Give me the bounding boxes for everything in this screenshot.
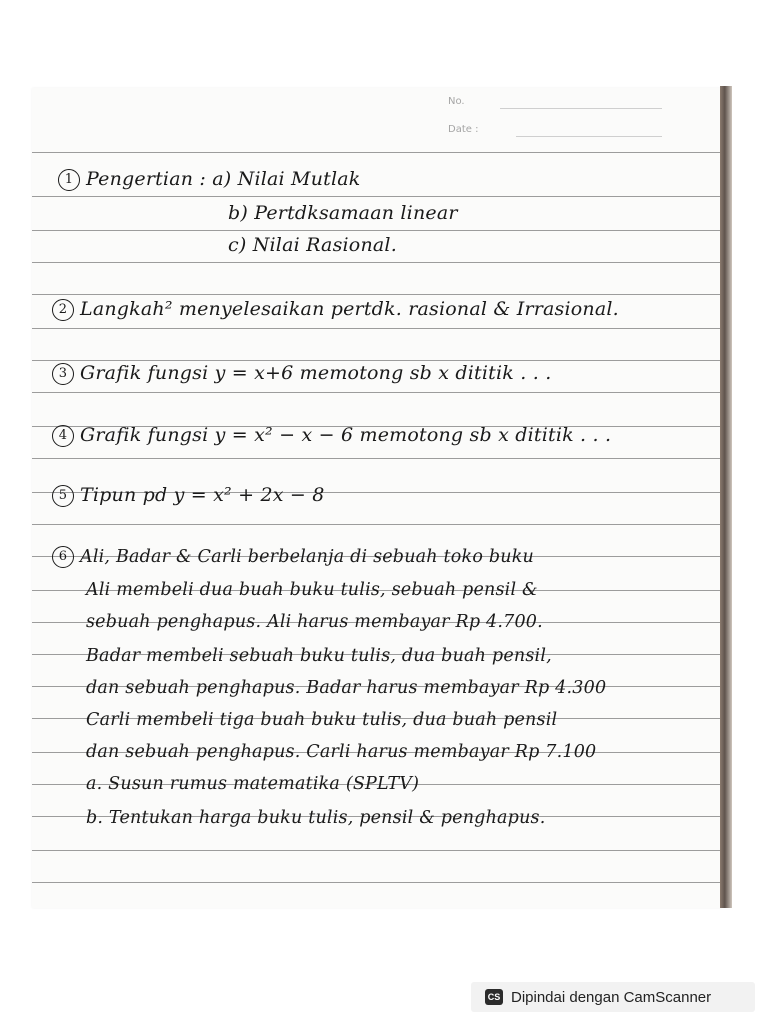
question-6-line-7: dan sebuah penghapus. Carli harus membayar Rp 7.100 xyxy=(86,742,597,762)
question-1-line-2: b) Pertdksamaan linear xyxy=(228,202,458,224)
ruled-line xyxy=(32,458,722,459)
date-line xyxy=(516,136,662,137)
ruled-line xyxy=(32,196,722,197)
question-5 xyxy=(52,484,325,507)
question-text: Pengertian : a) Nilai Mutlak xyxy=(86,168,361,190)
question-number: 1 xyxy=(58,169,80,191)
watermark-text: Dipindai dengan CamScanner xyxy=(511,988,712,1006)
question-text: Langkah² menyelesaikan pertdk. rasional & Irrasional. xyxy=(80,298,619,320)
question-6-line-1 xyxy=(52,546,534,568)
date-label: Date : xyxy=(448,124,479,135)
question-6-line-9: b. Tentukan harga buku tulis, pensil & penghapus. xyxy=(86,808,546,828)
ruled-line xyxy=(32,392,722,393)
ruled-line xyxy=(32,360,722,361)
ruled-line xyxy=(32,328,722,329)
question-number: 3 xyxy=(52,363,74,385)
question-1-line-3: c) Nilai Rasional. xyxy=(228,234,397,256)
camscanner-logo-icon: CS xyxy=(485,989,503,1005)
ruled-line xyxy=(32,152,722,153)
no-line xyxy=(500,108,662,109)
question-2 xyxy=(52,298,619,321)
question-number: 4 xyxy=(52,425,74,447)
notebook-edge xyxy=(720,86,732,908)
question-4 xyxy=(52,424,611,447)
question-text: Ali, Badar & Carli berbelanja di sebuah toko buku xyxy=(80,547,534,567)
question-6-line-8: a. Susun rumus matematika (SPLTV) xyxy=(86,774,420,794)
question-6-line-6: Carli membeli tiga buah buku tulis, dua buah pensil xyxy=(86,710,558,730)
ruled-line xyxy=(32,262,722,263)
ruled-line xyxy=(32,294,722,295)
ruled-line xyxy=(32,882,722,883)
question-6-line-3: sebuah penghapus. Ali harus membayar Rp 4.700. xyxy=(86,612,543,632)
question-3 xyxy=(52,362,551,385)
no-label: No. xyxy=(448,96,465,107)
question-6-line-5: dan sebuah penghapus. Badar harus membayar Rp 4.300 xyxy=(86,678,607,698)
ruled-line xyxy=(32,850,722,851)
question-number: 5 xyxy=(52,485,74,507)
question-number: 6 xyxy=(52,546,74,568)
question-text: Grafik fungsi y = x² − x − 6 memotong sb x dititik . . . xyxy=(80,424,612,446)
camscanner-watermark xyxy=(471,982,755,1012)
question-text: Tipun pd y = x² + 2x − 8 xyxy=(80,484,325,506)
question-1-line-1 xyxy=(58,168,361,191)
question-6-line-2: Ali membeli dua buah buku tulis, sebuah pensil & xyxy=(86,580,538,600)
question-text: Grafik fungsi y = x+6 memotong sb x dititik . . . xyxy=(80,362,552,384)
ruled-line xyxy=(32,230,722,231)
ruled-line xyxy=(32,524,722,525)
question-6-line-4: Badar membeli sebuah buku tulis, dua buah pensil, xyxy=(86,646,552,666)
question-number: 2 xyxy=(52,299,74,321)
